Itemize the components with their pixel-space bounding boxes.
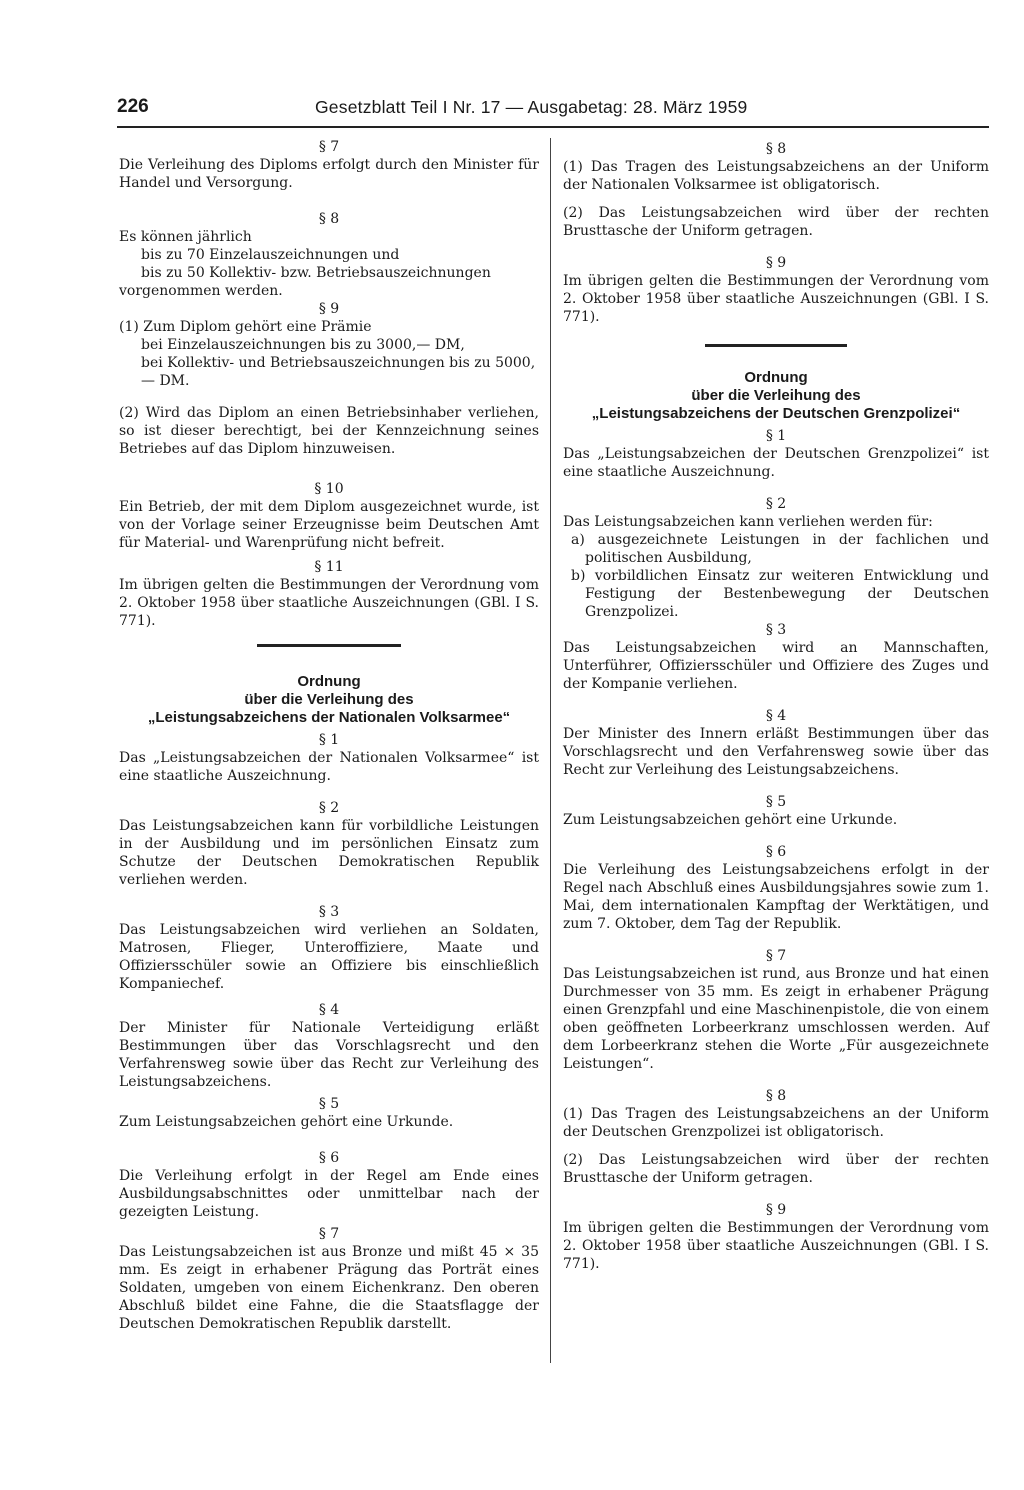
paragraph: Das „Leistungsabzeichen der Nationalen Volksarmee“ ist eine staatliche Auszeichnung. <box>119 750 539 784</box>
header-title: Gesetzblatt Teil I Nr. 17 — Ausgabetag: 28. März 1959 <box>315 97 748 117</box>
page-header <box>117 96 989 128</box>
list-item: b) vorbildlichen Einsatz zur weiteren Entwicklung und Festigung der Bestenbewegung der Deutschen Grenzpolizei. <box>571 568 989 620</box>
section-heading: § 9 <box>765 1202 787 1218</box>
section-heading: § 2 <box>765 496 787 512</box>
section-heading: § 4 <box>765 708 787 724</box>
section-heading: § 2 <box>318 800 340 816</box>
paragraph: Der Minister des Innern erläßt Bestimmungen über das Vorschlagsrecht und den Verfahrensweg sowie über das Recht zur Verleihung des Leistungsabzeichens. <box>563 726 989 778</box>
paragraph: (2) Das Leistungsabzeichen wird über der rechten Brusttasche der Uniform getragen. <box>563 205 989 239</box>
paragraph: Ein Betrieb, der mit dem Diplom ausgezeichnet wurde, ist von der Vorlage seiner Erzeugnisse beim Deutschen Amt für Material- und Warenprüfung nicht befreit. <box>119 499 539 551</box>
section-heading: § 8 <box>318 211 340 227</box>
paragraph: Im übrigen gelten die Bestimmungen der Verordnung vom 2. Oktober 1958 über staatliche Auszeichnungen (GBl. I S. 771). <box>563 273 989 325</box>
page-number: 226 <box>117 96 149 117</box>
paragraph: Der Minister für Nationale Verteidigung erläßt Bestimmungen über das Vorschlagsrecht und den Verfahrensweg sowie über das Recht zur Verleihung des Leistungsabzeichens. <box>119 1020 539 1090</box>
paragraph: (2) Das Leistungsabzeichen wird über der rechten Brusttasche der Uniform getragen. <box>563 1152 989 1186</box>
list-line: bis zu 50 Kollektiv- bzw. Betriebsauszeichnungen <box>141 265 491 281</box>
section-heading: § 10 <box>314 481 344 497</box>
section-heading: § 1 <box>765 428 787 444</box>
section-heading: § 8 <box>765 141 787 157</box>
order-title: über die Verleihung des <box>244 691 414 708</box>
order-title: Ordnung <box>297 673 361 690</box>
paragraph: Das Leistungsabzeichen ist aus Bronze und mißt 45 × 35 mm. Es zeigt in erhabener Prägung das Porträt eines Soldaten, umgeben von einem Eichenkranz. Den oberen Abschluß bildet eine Fahne, die die Staatsflagge der Deutschen Demokratischen Republik darstellt. <box>119 1244 539 1332</box>
left-column <box>119 138 539 1333</box>
paragraph: Die Verleihung erfolgt in der Regel am Ende eines Ausbildungsabschnittes oder unmittelbar nach der gezeigten Leistung. <box>119 1168 539 1220</box>
paragraph: Das Leistungsabzeichen wird an Mannschaften, Unterführer, Offiziersschüler und Offiziere des Zuges und der Kompanie verliehen. <box>563 640 989 692</box>
paragraph: Das Leistungsabzeichen kann für vorbildliche Leistungen in der Ausbildung und im persönlichen Einsatz zum Schutze der Deutschen Demokratischen Republik verliehen werden. <box>119 818 539 888</box>
section-heading: § 4 <box>318 1002 340 1018</box>
section-heading: § 7 <box>318 1226 340 1242</box>
paragraph: Die Verleihung des Diploms erfolgt durch den Minister für Handel und Versorgung. <box>119 157 539 191</box>
order-title: Ordnung <box>744 369 808 386</box>
section-heading: § 3 <box>318 904 340 920</box>
paragraph: Im übrigen gelten die Bestimmungen der Verordnung vom 2. Oktober 1958 über staatliche Auszeichnungen (GBl. I S. 771). <box>119 577 539 629</box>
paragraph: Das „Leistungsabzeichen der Deutschen Grenzpolizei“ ist eine staatliche Auszeichnung. <box>563 446 989 480</box>
order-title: „Leistungsabzeichens der Nationalen Volksarmee“ <box>147 709 511 726</box>
section-heading: § 3 <box>765 622 787 638</box>
paragraph: Zum Leistungsabzeichen gehört eine Urkunde. <box>119 1114 454 1130</box>
paragraph: vorgenommen werden. <box>119 283 283 299</box>
list-line: bei Einzelauszeichnungen bis zu 3000,— DM, <box>141 337 465 353</box>
list-line: bei Kollektiv- und Betriebsauszeichnungen bis zu 5000,— DM. <box>141 355 536 389</box>
section-heading: § 6 <box>765 844 787 860</box>
section-heading: § 7 <box>765 948 787 964</box>
section-heading: § 11 <box>314 559 344 575</box>
paragraph: Zum Leistungsabzeichen gehört eine Urkunde. <box>563 812 898 828</box>
paragraph: Im übrigen gelten die Bestimmungen der Verordnung vom 2. Oktober 1958 über staatliche Auszeichnungen (GBl. I S. 771). <box>563 1220 989 1272</box>
paragraph: (1) Das Tragen des Leistungsabzeichens an der Uniform der Deutschen Grenzpolizei ist obligatorisch. <box>563 1106 989 1140</box>
paragraph: (1) Zum Diplom gehört eine Prämie <box>119 319 372 335</box>
paragraph: (2) Wird das Diplom an einen Betriebsinhaber verliehen, so ist dieser berechtigt, bei der Kennzeichnung seines Betriebes auf das Diplom hinzuweisen. <box>119 405 539 457</box>
paragraph: Das Leistungsabzeichen wird verliehen an Soldaten, Matrosen, Flieger, Unteroffiziere, Maate und Offiziersschüler sowie an Offiziere bis einschließlich Kompaniechef. <box>119 922 539 992</box>
section-heading: § 5 <box>318 1096 340 1112</box>
section-heading: § 9 <box>318 301 340 317</box>
paragraph: Das Leistungsabzeichen ist rund, aus Bronze und hat einen Durchmesser von 35 mm. Es zeigt in erhabener Prägung einen Grenzpfahl und eine Maschinenpistole, die von einem oben geöffneten Lorbeerkranz umschlossen werden. Auf dem Lorbeerkranz stehen die Worte „Für ausgezeichnete Leistungen“. <box>563 966 989 1072</box>
order-title: „Leistungsabzeichens der Deutschen Grenzpolizei“ <box>591 405 961 422</box>
order-title: über die Verleihung des <box>691 387 861 404</box>
section-heading: § 9 <box>765 255 787 271</box>
section-heading: § 8 <box>765 1088 787 1104</box>
section-heading: § 7 <box>318 139 340 155</box>
section-heading: § 6 <box>318 1150 340 1166</box>
section-heading: § 5 <box>765 794 787 810</box>
list-item: a) ausgezeichnete Leistungen in der fachlichen und politischen Ausbildung, <box>571 532 989 566</box>
paragraph: Die Verleihung des Leistungsabzeichens erfolgt in der Regel nach Abschluß eines Ausbildungsjahres sowie zum 1. Mai, dem internationalen Kampftag der Werktätigen, und zum 7. Oktober, dem Tag der Republik. <box>563 862 989 932</box>
list-line: bis zu 70 Einzelauszeichnungen und <box>141 247 400 263</box>
paragraph: (1) Das Tragen des Leistungsabzeichens an der Uniform der Nationalen Volksarmee ist obligatorisch. <box>563 159 989 193</box>
column-divider <box>550 138 551 1363</box>
section-heading: § 1 <box>318 732 340 748</box>
paragraph: Es können jährlich <box>119 229 252 245</box>
right-column <box>563 140 989 1273</box>
paragraph: Das Leistungsabzeichen kann verliehen werden für: <box>563 514 933 530</box>
